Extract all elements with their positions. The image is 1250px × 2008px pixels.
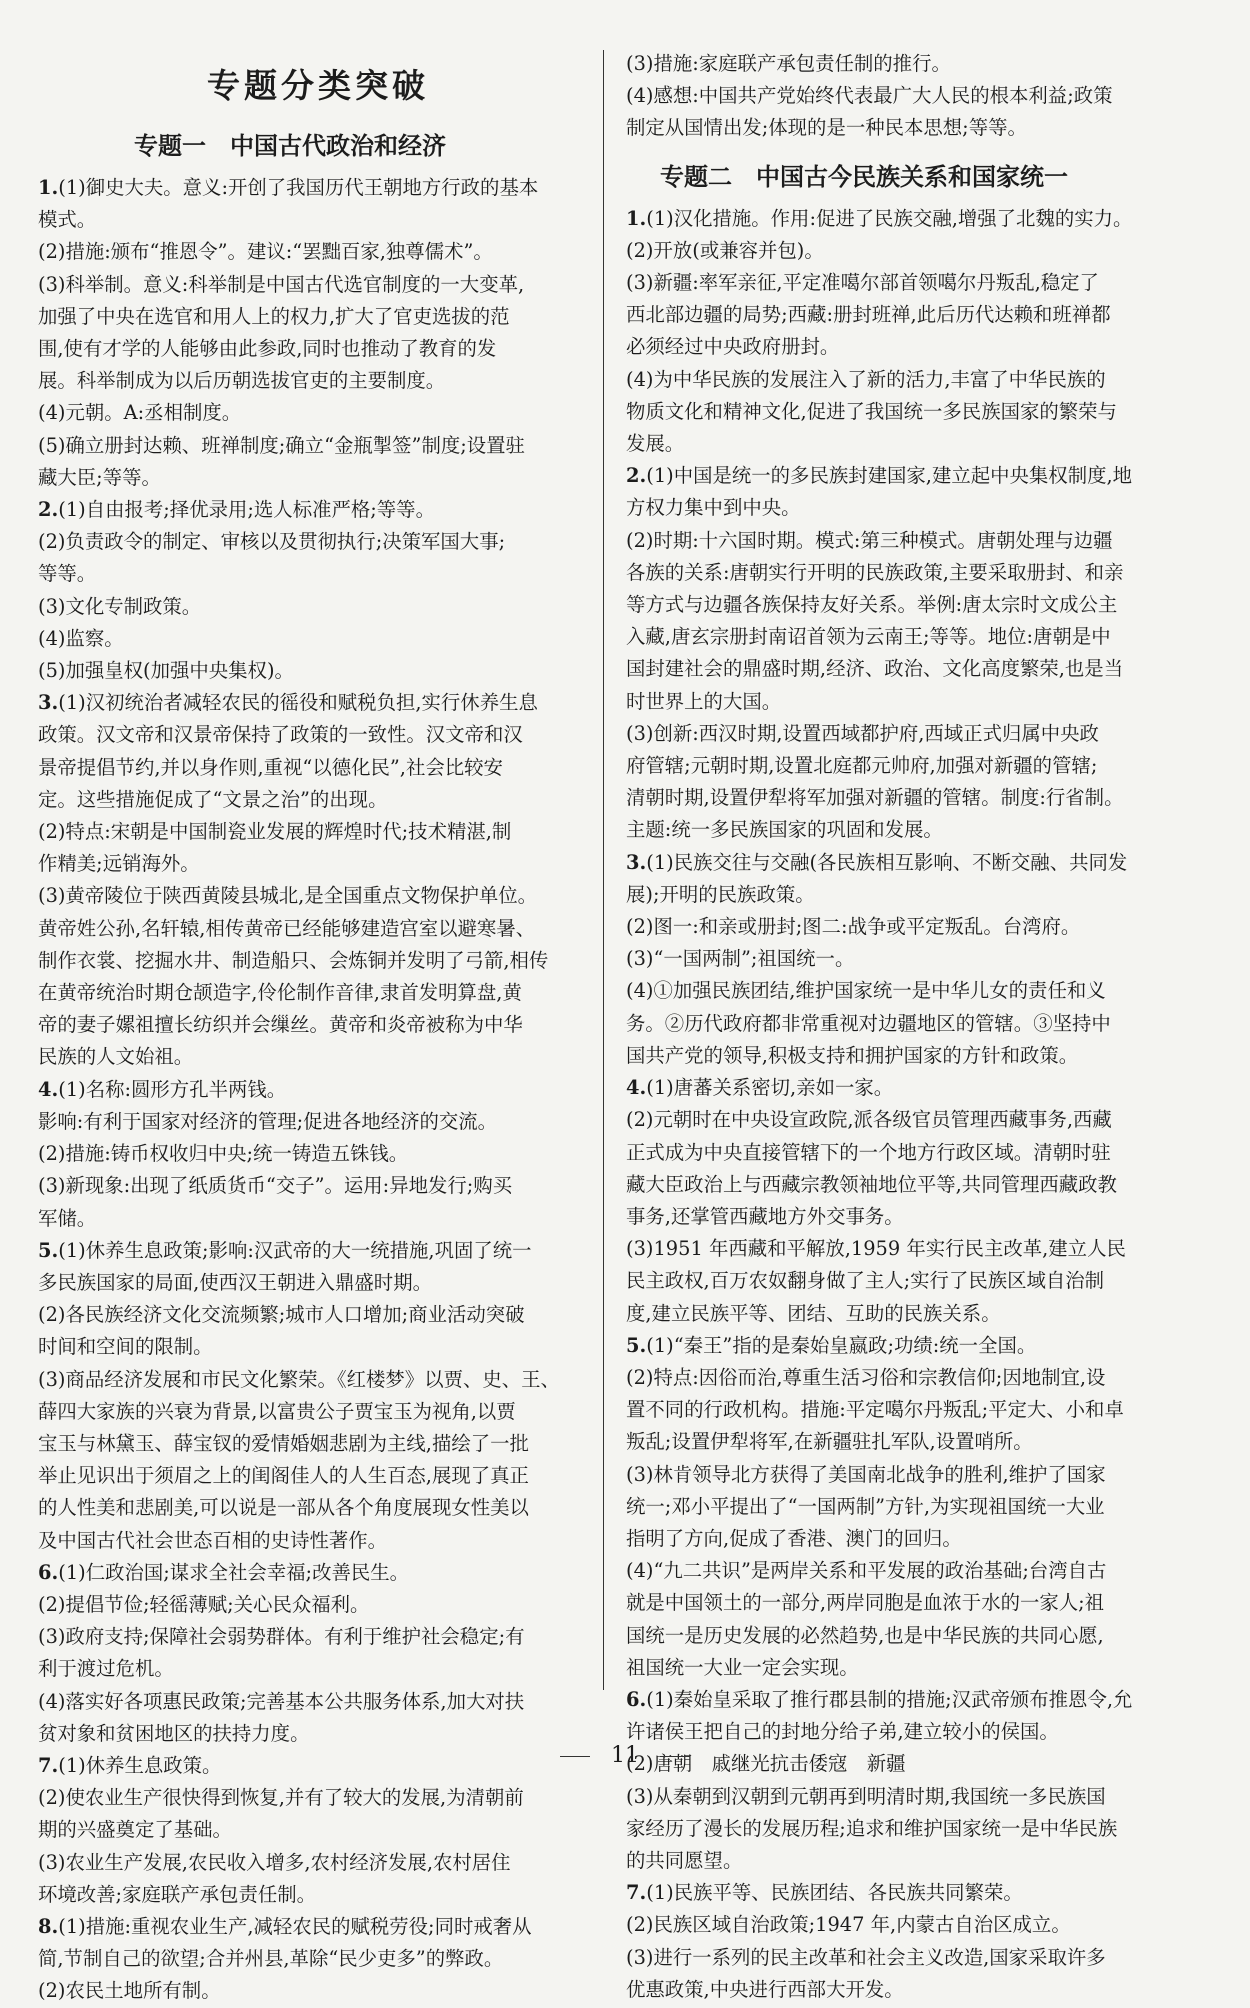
text-line: (5)确立册封达赖、班禅制度;确立“金瓶掣签”制度;设置驻 [38, 433, 525, 457]
text-line: 度,建立民族平等、团结、互助的民族关系。 [626, 1301, 1001, 1325]
text-line: 等方式与边疆各族保持友好关系。举例:唐太宗时文成公主 [626, 593, 1118, 617]
text-line: 在黄帝统治时期仓颉造字,伶伦制作音律,隶首发明算盘,黄 [38, 981, 522, 1005]
page-title: 专题分类突破 [207, 66, 429, 105]
text-line: (2)图一:和亲或册封;图二:战争或平定叛乱。台湾府。 [626, 915, 1081, 939]
text-line: 藏大臣政治上与西藏宗教领袖地位平等,共同管理西藏政教 [626, 1172, 1117, 1196]
question-number: 4. [38, 1077, 59, 1101]
text-line: 利于渡过危机。 [38, 1657, 174, 1681]
text-line: (4)“九二共识”是两岸关系和平发展的政治基础;台湾自古 [626, 1559, 1107, 1583]
text-line: (3)农业生产发展,农民收入增多,农村经济发展,农村居住 [38, 1850, 511, 1874]
text-line: 环境改善;家庭联产承包责任制。 [38, 1882, 317, 1906]
text-line: (2)使农业生产很快得到恢复,并有了较大的发展,为清朝前 [38, 1786, 524, 1810]
text-line: (3)“一国两制”;祖国统一。 [626, 947, 855, 971]
line-text: (1)仁政治国;谋求全社会幸福;改善民生。 [58, 1560, 410, 1584]
question-number: 2. [626, 464, 647, 488]
text-line: 多民族国家的局面,使西汉王朝进入鼎盛时期。 [38, 1270, 432, 1294]
text-line: (2)措施:铸币权收归中央;统一铸造五铢钱。 [38, 1142, 409, 1166]
text-line: 府管辖;元朝时期,设置北庭都元帅府,加强对新疆的管辖; [626, 754, 1098, 778]
text-line: (2)各民族经济文化交流频繁;城市人口增加;商业活动突破 [38, 1303, 525, 1327]
column-divider [603, 50, 604, 1690]
text-line: (3)1951 年西藏和平解放,1959 年实行民主改革,建立人民 [626, 1237, 1126, 1261]
text-line: 期的兴盛奠定了基础。 [38, 1818, 232, 1842]
text-line: 围,使有才学的人能够由此参政,同时也推动了教育的发 [38, 337, 497, 361]
topic-2-heading: 专题二 中国古今民族关系和国家统一 [660, 162, 1068, 191]
question-number: 6. [626, 1687, 647, 1711]
text-line: (3)政府支持;保障社会弱势群体。有利于维护社会稳定;有 [38, 1625, 525, 1649]
text-line: 事务,还掌管西藏地方外交事务。 [626, 1204, 904, 1228]
text-line: 祖国统一大业一定会实现。 [626, 1655, 859, 1679]
text-line: 就是中国领土的一部分,两岸同胞是血浓于水的一家人;祖 [626, 1591, 1105, 1615]
line-text: (1)秦始皇采取了推行郡县制的措施;汉武帝颁布推恩令,允 [646, 1687, 1133, 1711]
text-line: 的人性美和悲剧美,可以说是一部从各个角度展现女性美以 [38, 1496, 529, 1520]
text-line: 贫对象和贫困地区的扶持力度。 [38, 1721, 310, 1745]
text-line: (3)科举制。意义:科举制是中国古代选官制度的一大变革, [38, 272, 525, 296]
text-line: 加强了中央在选官和用人上的权力,扩大了官吏选拔的范 [38, 304, 510, 328]
text-line: 家经历了漫长的发展历程;追求和维护国家统一是中华民族 [626, 1816, 1118, 1840]
text-line: (4)监察。 [38, 626, 124, 650]
text-line [38, 1911, 598, 1943]
question-number: 5. [626, 1333, 647, 1357]
topic-1-heading: 专题一 中国古代政治和经济 [134, 132, 446, 160]
text-line: (4)感想:中国共产党始终代表最广大人民的根本利益;政策 [626, 84, 1113, 108]
text-line: 西北部边疆的局势;西藏:册封班禅,此后历代达赖和班禅都 [626, 303, 1111, 327]
text-line: 置不同的行政机构。措施:平定噶尔丹叛乱;平定大、小和卓 [626, 1398, 1124, 1422]
text-line: 薛四大家族的兴衰为背景,以富贵公子贾宝玉为视角,以贾 [38, 1399, 516, 1423]
question-number: 8. [38, 1914, 59, 1938]
text-line: 制定从国情出发;体现的是一种民本思想;等等。 [626, 116, 1027, 140]
text-line: 发展。 [626, 432, 685, 456]
text-line [626, 460, 1182, 492]
text-line: (2)负责政令的制定、审核以及贯彻执行;决策军国大事; [38, 530, 506, 554]
question-number: 1. [626, 206, 647, 230]
text-line: (3)林肯领导北方获得了美国南北战争的胜利,维护了国家 [626, 1462, 1106, 1486]
right-answer-text [626, 203, 1182, 2006]
text-line: 时间和空间的限制。 [38, 1335, 213, 1359]
text-line: (2)时期:十六国时期。模式:第三种模式。唐朝处理与边疆 [626, 528, 1113, 552]
text-line: 制作衣裳、挖掘水井、制造船只、会炼铜并发明了弓箭,相传 [38, 948, 549, 972]
text-line: 入藏,唐玄宗册封南诏首领为云南王;等等。地位:唐朝是中 [626, 625, 1111, 649]
question-number: 3. [626, 850, 647, 874]
text-line: (2)特点:因俗而治,尊重生活习俗和宗教信仰;因地制宜,设 [626, 1365, 1106, 1389]
text-line [38, 687, 598, 719]
text-line: (3)商品经济发展和市民文化繁荣。《红楼梦》以贾、史、王、 [38, 1367, 560, 1391]
line-text: (1)措施:重视农业生产,减轻农民的赋税劳役;同时戒奢从 [58, 1914, 532, 1938]
text-line: 帝的妻子嫘祖擅长纺织并会缫丝。黄帝和炎帝被称为中华 [38, 1013, 523, 1037]
text-line [626, 203, 1182, 235]
text-line [38, 1235, 598, 1267]
text-line: (3)新现象:出现了纸质货币“交子”。运用:异地发行;购买 [38, 1174, 513, 1198]
text-line: (3)创新:西汉时期,设置西域都护府,西域正式归属中央政 [626, 721, 1099, 745]
text-line: 清朝时期,设置伊犁将军加强对新疆的管辖。制度:行省制。 [626, 786, 1124, 810]
text-line: (4)落实好各项惠民政策;完善基本公共服务体系,加大对扶 [38, 1689, 525, 1713]
text-line [38, 494, 598, 526]
text-line: 民主政权,百万农奴翻身做了主人;实行了民族区域自治制 [626, 1269, 1105, 1293]
text-line: (3)措施:家庭联产承包责任制的推行。 [626, 52, 951, 75]
text-line: (3)黄帝陵位于陕西黄陵县城北,是全国重点文物保护单位。 [38, 884, 538, 908]
text-line: 藏大臣;等等。 [38, 465, 161, 489]
text-line: (3)从秦朝到汉朝到元朝再到明清时期,我国统一多民族国 [626, 1784, 1106, 1808]
text-line: (2)元朝时在中央设宣政院,派各级官员管理西藏事务,西藏 [626, 1108, 1112, 1132]
text-line: (3)进行一系列的民主改革和社会主义改造,国家采取许多 [626, 1945, 1106, 1969]
line-text: (1)汉初统治者减轻农民的徭役和赋税负担,实行休养生息 [58, 691, 538, 715]
text-line: (2)开放(或兼容并包)。 [626, 238, 824, 262]
line-text: (1)汉化措施。作用:促进了民族交融,增强了北魏的实力。 [646, 206, 1133, 230]
text-line [626, 1877, 1182, 1909]
text-line: 时世界上的大国。 [626, 689, 782, 713]
text-line: 景帝提倡节约,并以身作则,重视“以德化民”,社会比较安 [38, 755, 503, 779]
text-line: (3)文化专制政策。 [38, 594, 202, 618]
question-number: 7. [626, 1881, 647, 1905]
text-line: 简,节制自己的欲望;合并州县,革除“民少吏多”的弊政。 [38, 1947, 504, 1971]
text-line: 及中国古代社会世态百相的史诗性著作。 [38, 1528, 388, 1552]
line-text: (1)中国是统一的多民族封建国家,建立起中央集权制度,地 [646, 464, 1133, 488]
text-line [38, 172, 598, 204]
text-line: (2)农民土地所有制。 [38, 1979, 221, 2003]
text-line: (2)唐朝 戚继光抗击倭寇 新疆 [626, 1752, 906, 1776]
text-line: 国共产党的领导,积极支持和拥护国家的方针和政策。 [626, 1043, 1079, 1067]
footer-dash-right [660, 1756, 690, 1757]
text-line: (4)①加强民族团结,维护国家统一是中华儿女的责任和义 [626, 979, 1106, 1003]
line-text: (1)自由报考;择优录用;选人标准严格;等等。 [58, 498, 435, 522]
text-line: 模式。 [38, 208, 97, 232]
text-line: 统一;邓小平提出了“一国两制”方针,为实现祖国统一大业 [626, 1494, 1105, 1518]
left-answer-text [38, 172, 598, 2008]
line-text: (1)民族平等、民族团结、各民族共同繁荣。 [646, 1881, 1023, 1905]
text-line: 定。这些措施促成了“文景之治”的出现。 [38, 787, 388, 811]
question-number: 6. [38, 1560, 59, 1584]
text-line: 许诸侯王把自己的封地分给子弟,建立较小的侯国。 [626, 1720, 1059, 1744]
question-number: 2. [38, 498, 59, 522]
text-line: 国封建社会的鼎盛时期,经济、政治、文化高度繁荣,也是当 [626, 657, 1124, 681]
line-text: (1)休养生息政策;影响:汉武帝的大一统措施,巩固了统一 [58, 1238, 532, 1262]
text-line: 叛乱;设置伊犁将军,在新疆驻扎军队,设置哨所。 [626, 1430, 1033, 1454]
question-number: 1. [38, 176, 59, 199]
text-line: 政策。汉文帝和汉景帝保持了政策的一致性。汉文帝和汉 [38, 723, 523, 747]
text-line: (2)特点:宋朝是中国制瓷业发展的辉煌时代;技术精湛,制 [38, 820, 512, 844]
question-number: 5. [38, 1238, 59, 1262]
text-line: 作精美;远销海外。 [38, 852, 200, 876]
text-line: 方权力集中到中央。 [626, 496, 801, 520]
text-line: (2)措施:颁布“推恩令”。建议:“罢黜百家,独尊儒术”。 [38, 240, 493, 264]
text-line: 展);开明的民族政策。 [626, 882, 815, 906]
footer-dash-left [560, 1756, 590, 1757]
text-line [38, 1557, 598, 1589]
text-line: 物质文化和精神文化,促进了我国统一多民族国家的繁荣与 [626, 399, 1117, 423]
text-line: 国统一是历史发展的必然趋势,也是中华民族的共同心愿, [626, 1623, 1104, 1647]
line-text: (1)名称:圆形方孔半两钱。 [58, 1077, 287, 1101]
text-line [626, 1330, 1182, 1362]
text-line: 民族的人文始祖。 [38, 1045, 194, 1069]
left-column [38, 48, 598, 2008]
text-line: 影响:有利于国家对经济的管理;促进各地经济的交流。 [38, 1109, 498, 1133]
text-line: (2)民族区域自治政策;1947 年,内蒙古自治区成立。 [626, 1913, 1071, 1937]
text-line: (3)新疆:率军亲征,平定准噶尔部首领噶尔丹叛乱,稳定了 [626, 271, 1099, 295]
text-line: 务。②历代政府都非常重视对边疆地区的管辖。③坚持中 [626, 1011, 1111, 1035]
text-line: 军储。 [38, 1206, 97, 1230]
text-line: (4)为中华民族的发展注入了新的活力,丰富了中华民族的 [626, 367, 1106, 391]
text-line: 优惠政策,中央进行西部大开发。 [626, 1977, 904, 2001]
text-line: 等等。 [38, 562, 97, 586]
line-text: (1)民族交往与交融(各民族相互影响、不断交融、共同发 [646, 850, 1128, 874]
text-line: 展。科举制成为以后历朝选拔官吏的主要制度。 [38, 369, 446, 393]
line-text: (1)休养生息政策。 [58, 1753, 222, 1777]
text-line: 主题:统一多民族国家的巩固和发展。 [626, 818, 943, 842]
line-text: (1)御史大夫。意义:开创了我国历代王朝地方行政的基本 [58, 176, 539, 199]
question-number: 7. [38, 1753, 59, 1777]
text-line: 指明了方向,促成了香港、澳门的回归。 [626, 1526, 962, 1550]
text-line [626, 1072, 1182, 1104]
text-line: (4)元朝。A:丞相制度。 [38, 401, 242, 425]
question-number: 4. [626, 1076, 647, 1100]
right-column [626, 48, 1182, 2006]
text-line: (2)提倡节俭;轻徭薄赋;关心民众福利。 [38, 1592, 370, 1616]
line-text: (1)“秦王”指的是秦始皇嬴政;功绩:统一全国。 [646, 1333, 1037, 1357]
text-line: 各族的关系:唐朝实行开明的民族政策,主要采取册封、和亲 [626, 560, 1124, 584]
text-line [38, 1074, 598, 1106]
page-footer [0, 1743, 1250, 1768]
text-line: 黄帝姓公孙,名轩辕,相传黄帝已经能够建造宫室以避寒暑、 [38, 916, 536, 940]
text-line: 举止见识出于须眉之上的闺阁佳人的人生百态,展现了真正 [38, 1464, 529, 1488]
right-continued-text [626, 48, 1182, 145]
text-line [626, 1684, 1182, 1716]
text-line: 宝玉与林黛玉、薛宝钗的爱情婚姻悲剧为主线,描绘了一批 [38, 1431, 529, 1455]
text-line: (5)加强皇权(加强中央集权)。 [38, 659, 294, 683]
text-line: 的共同愿望。 [626, 1848, 743, 1872]
text-line [626, 847, 1182, 879]
question-number: 3. [38, 691, 59, 715]
text-line: 必须经过中央政府册封。 [626, 335, 840, 359]
text-line: 正式成为中央直接管辖下的一个地方行政区域。清朝时驻 [626, 1140, 1111, 1164]
page-number: 11 [611, 1743, 639, 1768]
line-text: (1)唐蕃关系密切,亲如一家。 [646, 1076, 894, 1100]
